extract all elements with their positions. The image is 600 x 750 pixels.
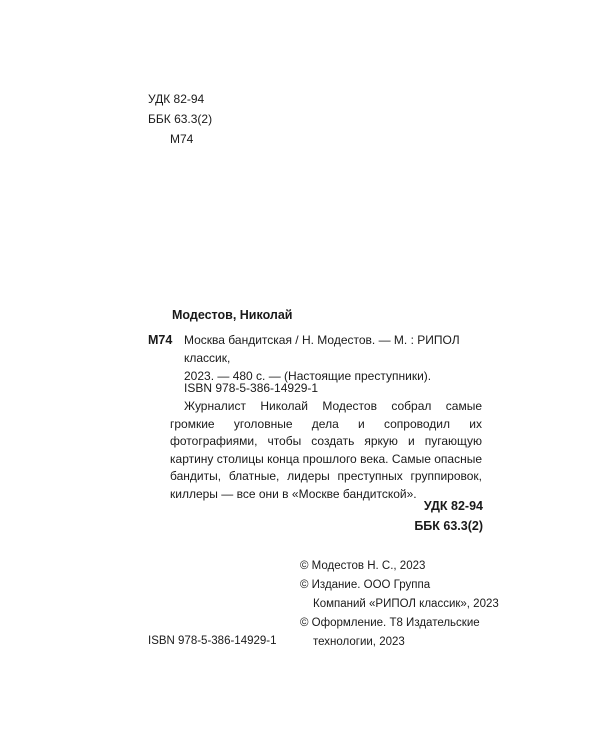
- copyright-line: Компаний «РИПОЛ классик», 2023: [313, 598, 499, 610]
- bbk-code-right: ББК 63.3(2): [414, 519, 483, 533]
- author-mark: М74: [148, 333, 173, 347]
- copyright-line: © Оформление. Т8 Издательские: [300, 617, 480, 629]
- bbk-code-top: ББК 63.3(2): [148, 112, 213, 126]
- annotation-paragraph: Журналист Николай Модестов собрал самые громкие уголовные дела и сопроводил их фотографиями, чтобы создать яркую и пугающую картину столицы конца прошлого века. Самые опасные бандиты, блатные, лидеры преступных группировок, киллеры — все они в «Москве бандитской».: [170, 399, 482, 501]
- author-heading: Модестов, Николай: [172, 308, 293, 322]
- isbn-footer: ISBN 978-5-386-14929-1: [148, 635, 277, 647]
- copyright-line: технологии, 2023: [313, 636, 405, 648]
- biblio-line: Москва бандитская / Н. Модестов. — М. : РИПОЛ классик,: [184, 333, 460, 365]
- udk-code-right: УДК 82-94: [423, 499, 483, 513]
- isbn-catalog: ISBN 978-5-386-14929-1: [184, 381, 319, 395]
- author-mark-top: М74: [170, 132, 194, 146]
- copyright-line: © Издание. ООО Группа: [300, 579, 431, 591]
- bibliographic-description: [184, 331, 484, 385]
- udk-code-top: УДК 82-94: [148, 92, 205, 106]
- biblio-line: 2023. — 480 с. — (Настоящие преступники).: [184, 369, 432, 383]
- copyright-block: [300, 557, 500, 652]
- copyright-line: © Модестов Н. С., 2023: [300, 560, 426, 572]
